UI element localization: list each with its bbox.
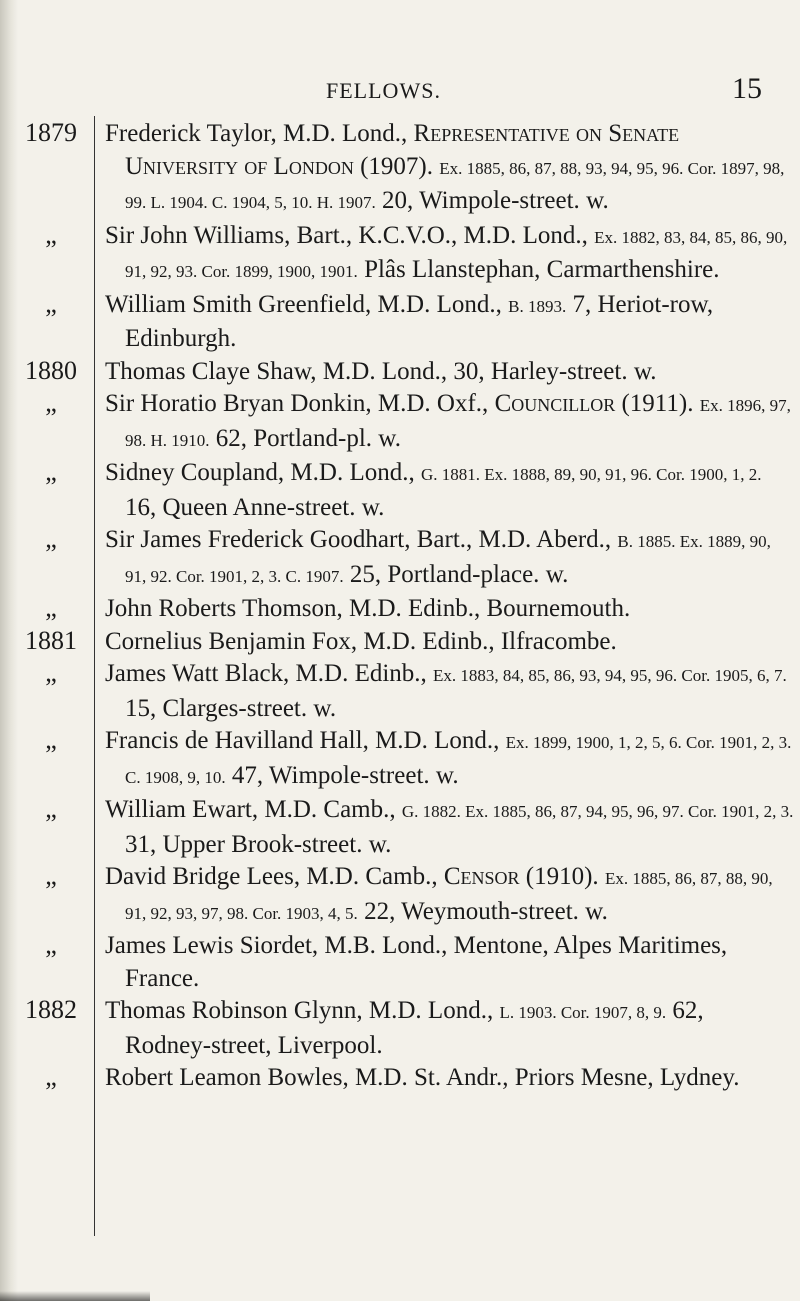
fellow-entry (0, 995, 800, 1062)
fellow-text (105, 289, 795, 356)
name-text: David Bridge Lees, M.D. Camb., (105, 863, 444, 890)
address-text: Wimpole-street. (419, 187, 580, 214)
name-text: Thomas Robinson Glynn, M.D. Lond., (105, 997, 500, 1024)
fellow-text (105, 118, 795, 220)
exam-record: Ex. 1899, 1900, 1, 2, 5, 6. Cor. 1901, 2, 3. C. 1908, 9, 10. (125, 733, 792, 787)
fellow-entry (0, 289, 800, 356)
fellow-text (105, 995, 795, 1062)
page-header (0, 72, 800, 112)
address-text: Upper Brook-street. (162, 830, 363, 858)
name-text: 25, (343, 560, 388, 588)
fellow-text (105, 725, 795, 794)
exam-record: B. 1885. Ex. 1889, 90, 91, 92. Cor. 1901, 2, 3. C. 1907. (125, 532, 771, 586)
name-text: Frederick Taylor, M.D. Lond., (105, 120, 414, 147)
name-text: 31, (125, 830, 163, 858)
name-text: 16, (125, 493, 163, 521)
election-year: „ (45, 658, 57, 687)
name-text: Thomas Claye Shaw, M.D. Lond., 30, (105, 357, 491, 385)
name-text: Sir Horatio Bryan Donkin, M.D. Oxf., (105, 390, 495, 417)
address-text: Portland-pl. (253, 424, 373, 452)
address-text: Rodney-street, Liverpool. (125, 1031, 383, 1059)
fellow-entry (0, 388, 800, 457)
fellow-entry (0, 356, 800, 389)
name-text: 15, (125, 694, 163, 722)
address-text: Portland-place. (387, 560, 540, 588)
election-year: „ (45, 288, 57, 318)
election-year: „ (45, 930, 57, 959)
election-year: 1882 (25, 995, 77, 1024)
name-text: Sir John Williams, Bart., (105, 221, 359, 249)
name-text: James Lewis Siordet, M.B. Lond., (105, 932, 454, 959)
fellow-text (105, 626, 795, 659)
name-text: w. (372, 424, 401, 452)
address-text: Harley-street. (490, 357, 628, 385)
exam-record: Ex. 1882, 83, 84, 85, 86, 90, 91, 92, 93. Cor. 1899, 1900, 1901. (125, 227, 788, 281)
running-title: FELLOWS. (326, 78, 441, 103)
exam-record: L. 1903. Cor. 1907, 8, 9. (499, 1003, 667, 1022)
fellow-text (105, 861, 795, 930)
fellow-entry (0, 457, 800, 524)
name-text: John Roberts Thomson, M.D. Edinb., (105, 595, 487, 622)
exam-record: G. 1882. Ex. 1885, 86, 87, 94, 95, 96, 97. Cor. 1901, 2, 3. (401, 802, 794, 821)
name-text: w. (355, 493, 385, 521)
election-year: 1880 (25, 355, 77, 385)
fellow-entry (0, 658, 800, 725)
name-text: w. (362, 830, 392, 858)
fellow-text (105, 930, 795, 995)
fellow-text (105, 524, 795, 593)
address-text: Plâs Llanstephan, Carmarthenshire. (364, 256, 720, 283)
address-text: Bournemouth. (486, 595, 631, 622)
address-text: Wimpole-street. (268, 761, 430, 789)
name-text: , M.D. Lond., (451, 221, 595, 249)
election-year: „ (45, 388, 57, 417)
address-text: Heriot-row, Edinburgh. (125, 290, 714, 352)
fellow-entry (0, 930, 800, 995)
page-number: 15 (732, 72, 762, 105)
name-text: w. (307, 694, 337, 722)
exam-record: Ex. 1883, 84, 85, 86, 93, 94, 95, 96. Cor. 1905, 6, 7. (433, 666, 787, 685)
address-text: Mentone, Alpes Maritimes, France. (125, 932, 728, 992)
fellow-entry (0, 524, 800, 593)
name-text: Cornelius Benjamin Fox, M.D. Edinb., (105, 627, 501, 655)
fellow-entry (0, 118, 800, 220)
name-text: 20, (375, 187, 420, 214)
name-text: Francis de Havilland Hall, M.D. Lond., (105, 727, 506, 754)
election-year: 1879 (25, 118, 77, 147)
name-text: William Ewart, M.D. Camb., (105, 796, 402, 823)
fellow-text (105, 658, 795, 725)
address-text: Queen Anne-street. (162, 493, 356, 521)
name-text: Sir James Frederick Goodhart, Bart., M.D. Aberd., (105, 526, 618, 553)
address-text: Clarges-street. (162, 694, 308, 722)
election-year: „ (45, 861, 57, 890)
election-year: „ (45, 457, 57, 486)
election-year: „ (45, 794, 57, 823)
exam-record: Ex. 1896, 97, 98. H. 1910. (125, 396, 791, 450)
name-text: (1911). (615, 390, 700, 417)
name-text: 22, (357, 897, 402, 925)
exam-record: Ex. 1885, 86, 87, 88, 93, 94, 95, 96. Cor. 1897, 98, 99. L. 1904. C. 1904, 5, 10. H. 1907. (125, 158, 785, 212)
office-title: Censor (443, 863, 520, 890)
name-text: w. (579, 187, 609, 214)
address-text: Weymouth-street. (401, 897, 579, 925)
election-year: „ (45, 524, 57, 553)
name-text: w. (627, 357, 657, 385)
name-text: 62, (209, 424, 254, 452)
name-text: James Watt Black, M.D. Edinb., (105, 660, 434, 687)
name-text: 7, (566, 290, 598, 318)
name-text: William Smith Greenfield, M.D. Lond., (105, 290, 509, 318)
fellow-entry (0, 861, 800, 930)
name-text: (1910). (519, 863, 605, 890)
office-title: Representative on Senate University of London (125, 120, 680, 180)
exam-record: G. 1881. Ex. 1888, 89, 90, 91, 96. Cor. 1900, 1, 2. (420, 465, 762, 484)
name-text: w. (578, 897, 608, 925)
address-text: Priors Mesne, Lydney. (514, 1064, 740, 1091)
fellow-text (105, 1062, 795, 1095)
name-text: (1907). (353, 152, 440, 180)
fellow-entry (0, 593, 800, 626)
fellow-entry (0, 626, 800, 659)
election-year: „ (45, 593, 57, 622)
name-text: w. (539, 560, 569, 588)
name-text: w. (429, 761, 459, 789)
election-year: 1881 (25, 625, 77, 655)
exam-record: Ex. 1885, 86, 87, 88, 90, 91, 92, 93, 97, 98. Cor. 1903, 4, 5. (125, 869, 773, 923)
fellow-entry (0, 1062, 800, 1095)
name-text: Robert Leamon Bowles, M.D. St. Andr., (105, 1064, 515, 1091)
name-text: 47, (225, 761, 269, 789)
name-text: 62, (666, 997, 704, 1024)
exam-record: B. 1893. (508, 296, 567, 316)
bottom-edge-shadow (0, 1291, 150, 1301)
election-year: „ (45, 725, 57, 754)
fellow-entry (0, 220, 800, 289)
fellow-text (105, 593, 795, 626)
fellow-text (105, 794, 795, 861)
fellow-text (105, 220, 795, 289)
election-year: „ (45, 219, 57, 249)
fellow-text (105, 356, 795, 389)
fellow-text (105, 388, 795, 457)
name-text: Sidney Coupland, M.D. Lond., (105, 459, 421, 486)
address-text: K.C.V.O. (358, 221, 452, 249)
election-year: „ (45, 1062, 57, 1091)
fellow-text (105, 457, 795, 524)
fellows-list (0, 118, 800, 1095)
office-title: Councillor (494, 390, 616, 417)
fellow-entry (0, 794, 800, 861)
fellow-entry (0, 725, 800, 794)
address-text: Ilfracombe. (500, 627, 617, 655)
